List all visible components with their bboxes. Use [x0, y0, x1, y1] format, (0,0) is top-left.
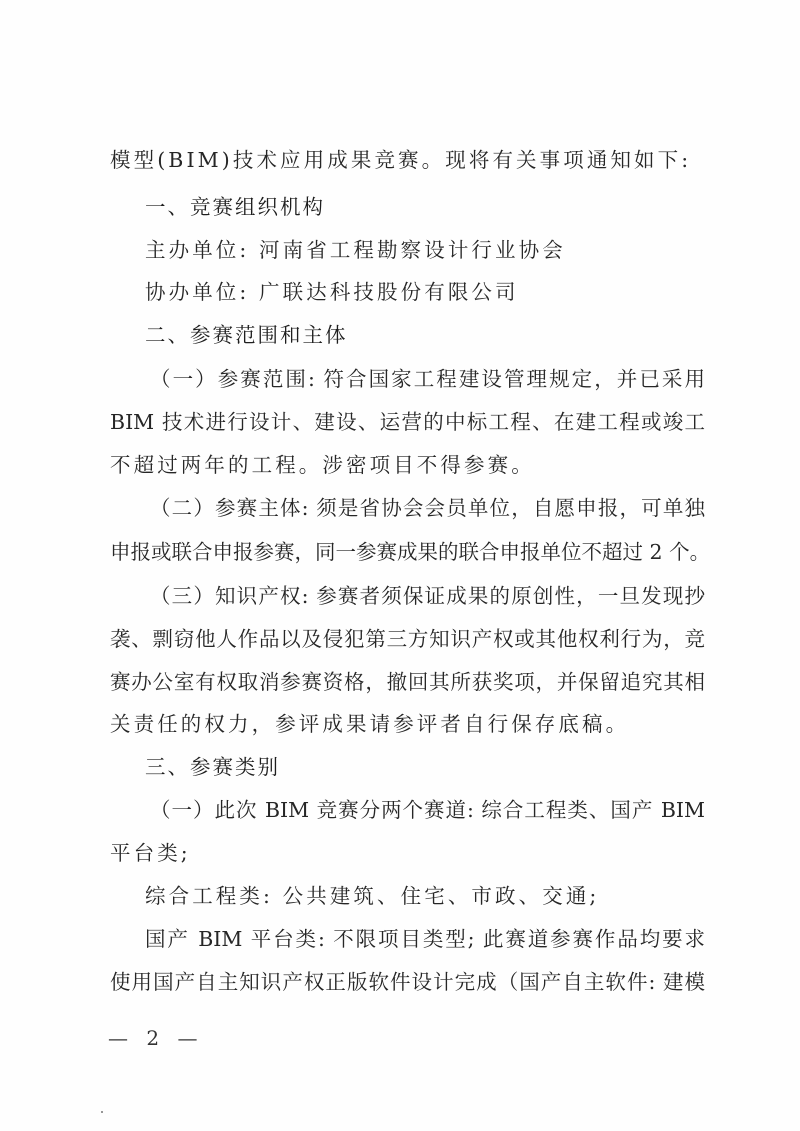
paragraph-line: 不超过两年的工程。涉密项目不得参赛。 — [110, 453, 535, 477]
paragraph-line: 赛办公室有权取消参赛资格，撤回其所获奖项，并保留追究其相 — [110, 670, 705, 694]
paragraph-line: （一）参赛范围: 符合国家工程建设管理规定，并已采用 — [150, 367, 705, 391]
paragraph-line: 综合工程类: 公共建筑、住宅、市政、交通; — [145, 884, 600, 908]
paragraph-line: 申报或联合申报参赛，同一参赛成果的联合申报单位不超过 2 个。 — [110, 540, 711, 564]
intro-line: 模型(BIM)技术应用成果竞赛。现将有关事项通知如下: — [110, 148, 692, 172]
section-heading-1: 一、竞赛组织机构 — [145, 195, 325, 219]
paragraph-line: 平台类; — [110, 841, 191, 865]
paragraph-line: （三）知识产权: 参赛者须保证成果的原创性，一旦发现抄 — [150, 584, 705, 608]
paragraph-line: （一）此次 BIM 竞赛分两个赛道: 综合工程类、国产 BIM — [150, 798, 705, 822]
paragraph-line: 关责任的权力，参评成果请参评者自行保存底稿。 — [110, 712, 630, 736]
scan-speck — [101, 1111, 103, 1113]
co-organizer-line: 协办单位: 广联达科技股份有限公司 — [145, 280, 519, 304]
section-heading-3: 三、参赛类别 — [145, 755, 280, 779]
paragraph-line: 使用国产自主知识产权正版软件设计完成（国产自主软件: 建模 — [110, 970, 705, 994]
page-number: — 2 — — [108, 1026, 204, 1050]
paragraph-line: 袭、剽窃他人作品以及侵犯第三方知识产权或其他权利行为，竞 — [110, 627, 705, 651]
section-heading-2: 二、参赛范围和主体 — [145, 323, 348, 347]
paragraph-line: 国产 BIM 平台类: 不限项目类型; 此赛道参赛作品均要求 — [145, 927, 705, 951]
host-organizer-line: 主办单位: 河南省工程勘察设计行业协会 — [145, 238, 566, 262]
paragraph-line: （二）参赛主体: 须是省协会会员单位，自愿申报，可单独 — [150, 496, 705, 520]
paragraph-line: BIM 技术进行设计、建设、运营的中标工程、在建工程或竣工 — [110, 410, 705, 434]
